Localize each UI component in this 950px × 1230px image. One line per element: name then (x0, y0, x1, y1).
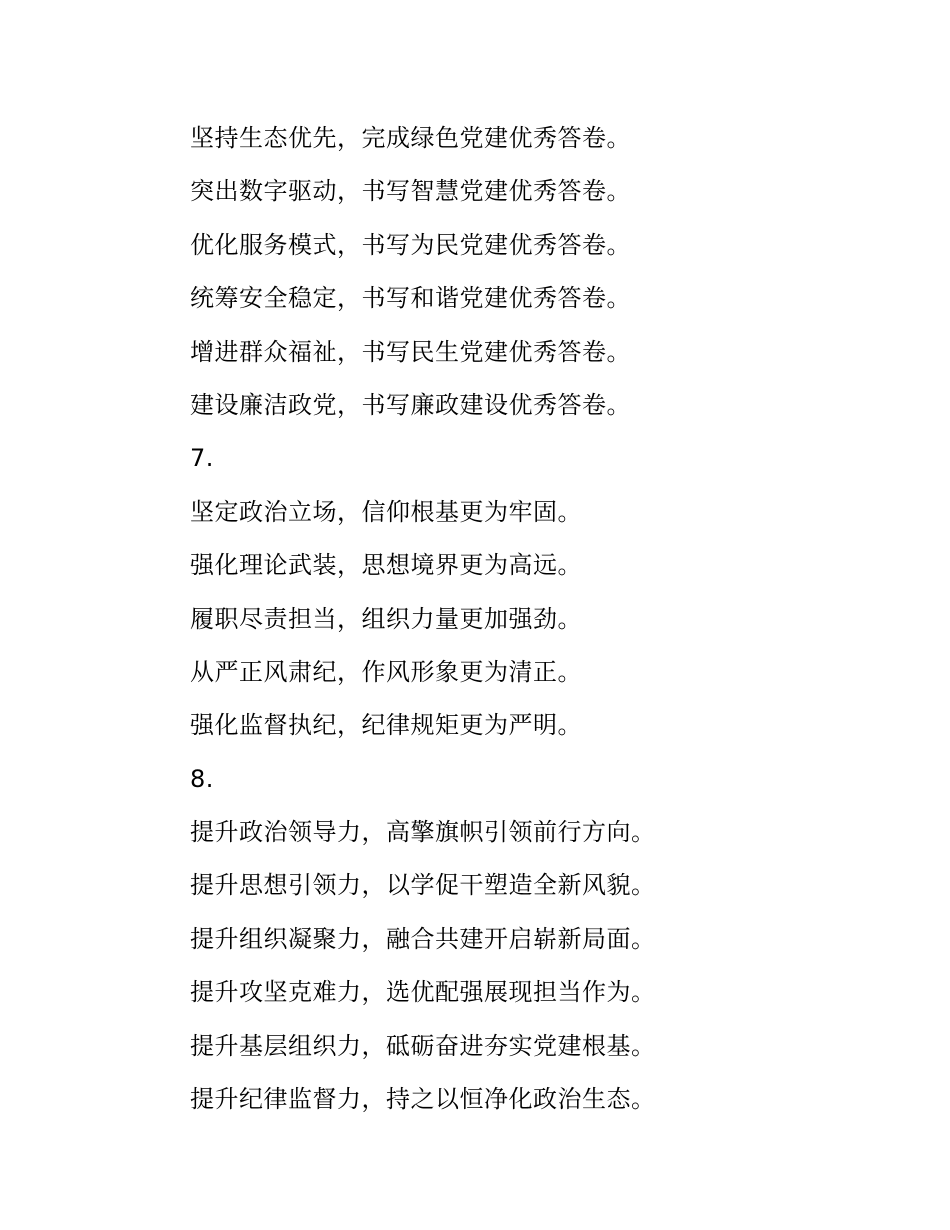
text-line: 从严正风肃纪，作风形象更为清正。 (190, 657, 582, 686)
text-line: 优化服务模式，书写为民党建优秀答卷。 (190, 230, 631, 259)
text-line: 提升思想引领力，以学促干塑造全新风貌。 (190, 871, 656, 900)
text-line: 提升基层组织力，砥砺奋进夯实党建根基。 (190, 1031, 656, 1060)
text-line: 提升攻坚克难力，选优配强展现担当作为。 (190, 978, 656, 1007)
text-line: 统筹安全稳定，书写和谐党建优秀答卷。 (190, 284, 631, 313)
document-body (190, 112, 890, 1126)
text-line: 坚持生态优先，完成绿色党建优秀答卷。 (190, 124, 631, 152)
text-line: 坚定政治立场，信仰根基更为牢固。 (190, 497, 582, 526)
text-line: 提升组织凝聚力，融合共建开启崭新局面。 (190, 924, 656, 953)
text-line: 履职尽责担当，组织力量更加强劲。 (190, 604, 582, 633)
text-line: 突出数字驱动，书写智慧党建优秀答卷。 (190, 177, 631, 206)
section-number: 7. (190, 444, 214, 473)
text-line: 增进群众福祉，书写民生党建优秀答卷。 (190, 337, 631, 366)
text-line: 提升政治领导力，高擎旗帜引领前行方向。 (190, 818, 656, 847)
text-line: 强化监督执纪，纪律规矩更为严明。 (190, 711, 582, 740)
text-line: 提升纪律监督力，持之以恒净化政治生态。 (190, 1085, 656, 1114)
text-line: 强化理论武装，思想境界更为高远。 (190, 551, 582, 580)
section-number: 8. (190, 764, 214, 793)
text-line: 建设廉洁政党，书写廉政建设优秀答卷。 (190, 390, 631, 419)
